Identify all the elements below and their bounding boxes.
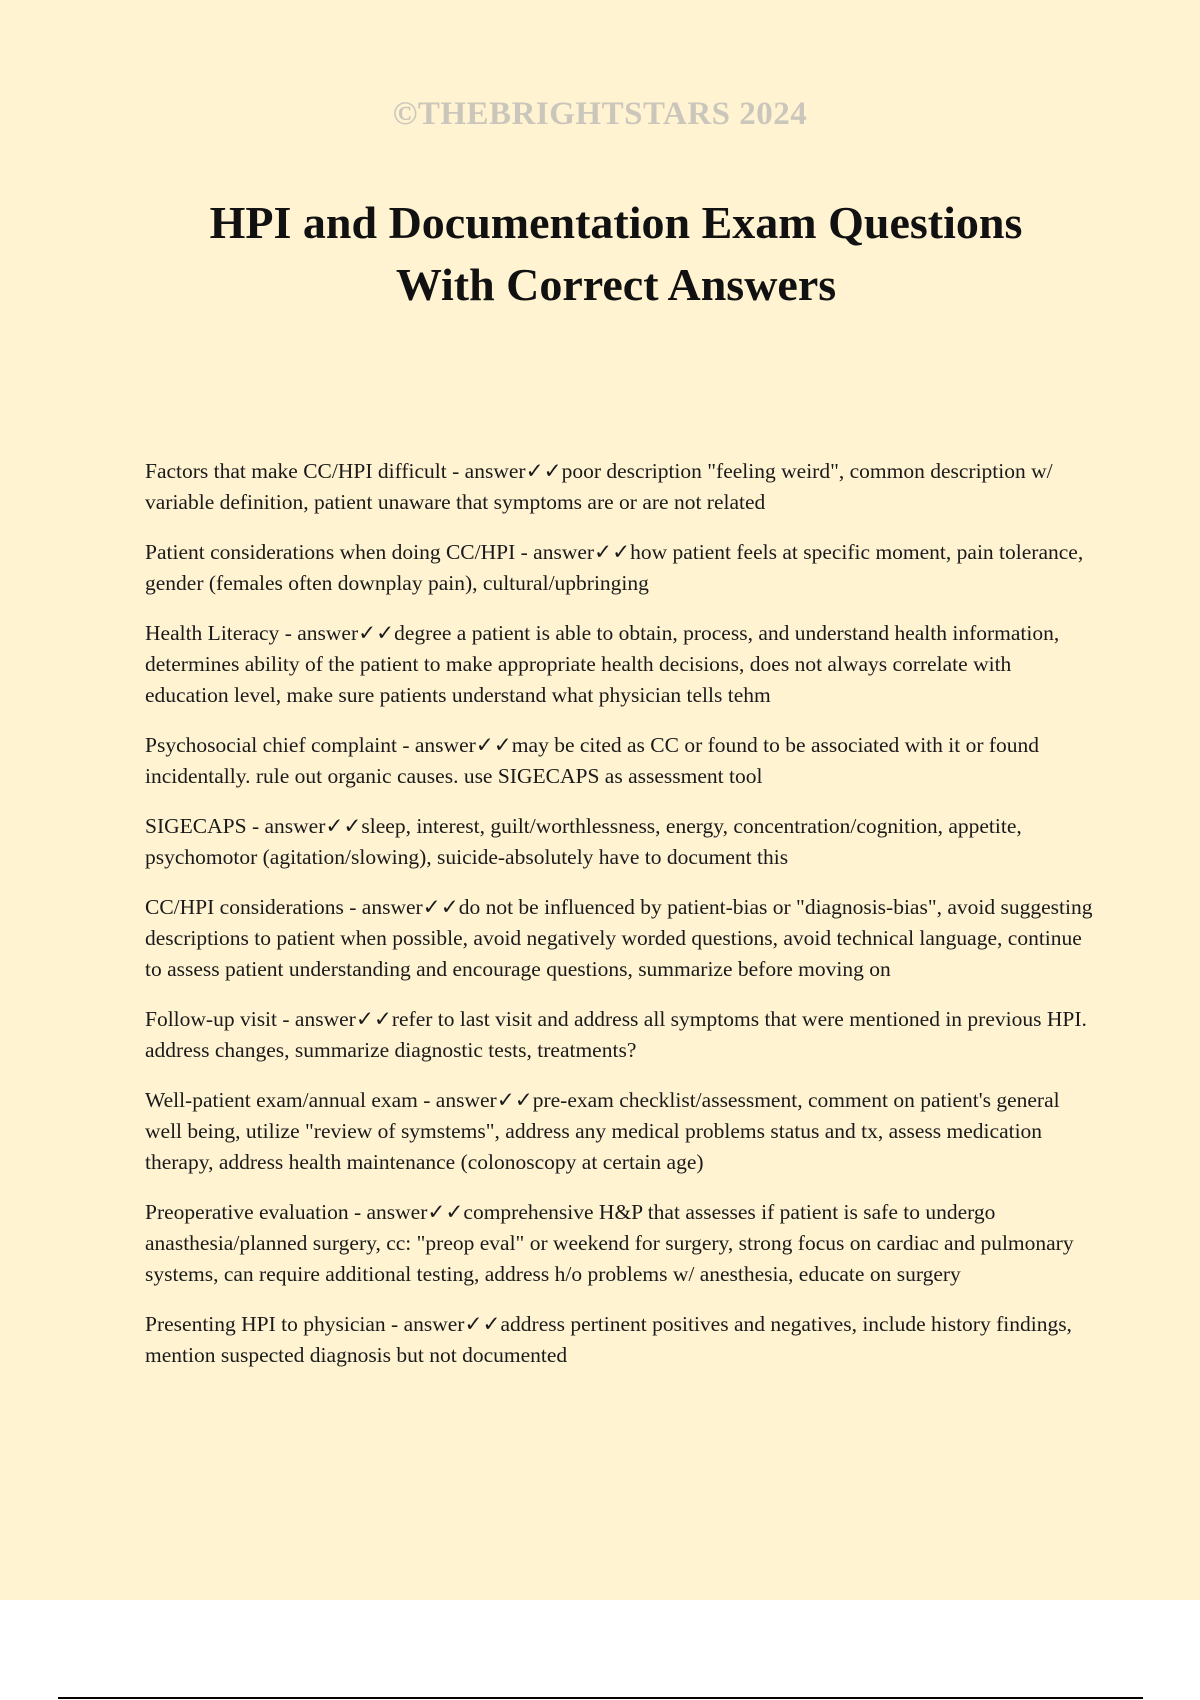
- qa-answer: do not be influenced by patient-bias or "diagnosis-bias", avoid suggesting descriptions to patient when possible, avoid negatively worded questions, avoid technical language, continue to assess patient understanding and encourage questions, summarize before moving on: [145, 895, 1093, 981]
- qa-item: [145, 1197, 1095, 1290]
- qa-item: [145, 892, 1095, 985]
- qa-answer: refer to last visit and address all symptoms that were mentioned in previous HPI. address changes, summarize diagnostic tests, treatments?: [145, 1007, 1087, 1062]
- qa-question: Well-patient exam/annual exam: [145, 1088, 418, 1112]
- qa-separator: - answer✓✓: [279, 621, 395, 645]
- qa-question: Factors that make CC/HPI difficult: [145, 459, 447, 483]
- qa-answer: sleep, interest, guilt/worthlessness, energy, concentration/cognition, appetite, psychomotor (agitation/slowing), suicide-absolutely have to document this: [145, 814, 1022, 869]
- qa-separator: - answer✓✓: [246, 814, 362, 838]
- qa-answer: pre-exam checklist/assessment, comment on patient's general well being, utilize "review of symstems", address any medical problems status and tx, assess medication therapy, address health maintenance (colonoscopy at certain age): [145, 1088, 1060, 1174]
- qa-question: Follow-up visit: [145, 1007, 278, 1031]
- qa-question: Presenting HPI to physician: [145, 1312, 386, 1336]
- qa-item: [145, 1309, 1095, 1371]
- copyright-watermark: ©THEBRIGHTSTARS 2024: [392, 96, 808, 132]
- qa-separator: - answer✓✓: [385, 1312, 501, 1336]
- qa-question: Preoperative evaluation: [145, 1200, 349, 1224]
- title-line-2: With Correct Answers: [395, 259, 837, 310]
- qa-separator: - answer✓✓: [446, 459, 562, 483]
- qa-separator: - answer✓✓: [343, 895, 459, 919]
- qa-question: Psychosocial chief complaint: [145, 733, 397, 757]
- qa-item: [145, 1004, 1095, 1066]
- qa-question: Health Literacy: [145, 621, 280, 645]
- qa-answer: poor description "feeling weird", common description w/ variable definition, patient unaware that symptoms are or are not related: [145, 459, 1053, 514]
- page-title: [80, 192, 1152, 316]
- qa-item: [145, 730, 1095, 792]
- page-divider: [58, 1697, 1143, 1699]
- qa-item: [145, 618, 1095, 711]
- qa-question: CC/HPI considerations: [145, 895, 344, 919]
- qa-answer: may be cited as CC or found to be associated with it or found incidentally. rule out organic causes. use SIGECAPS as assessment tool: [145, 733, 1040, 788]
- qa-item: [145, 456, 1095, 518]
- qa-separator: - answer✓✓: [396, 733, 512, 757]
- title-line-1: HPI and Documentation Exam Questions: [209, 197, 1023, 248]
- qa-answer: comprehensive H&P that assesses if patient is safe to undergo anasthesia/planned surgery, cc: "preop eval" or weekend for surgery, strong focus on cardiac and pulmonary systems, can require additional testing, address h/o problems w/ anesthesia, educate on surgery: [145, 1200, 1074, 1286]
- qa-separator: - answer✓✓: [277, 1007, 392, 1031]
- qa-list: [145, 456, 1095, 1390]
- qa-answer: degree a patient is able to obtain, process, and understand health information, determines ability of the patient to make appropriate health decisions, does not always correlate with education level, make sure patients understand what physician tells tehm: [145, 621, 1060, 707]
- qa-item: [145, 537, 1095, 599]
- qa-separator: - answer✓✓: [417, 1088, 533, 1112]
- qa-item: [145, 811, 1095, 873]
- qa-separator: - answer✓✓: [515, 540, 631, 564]
- qa-answer: address pertinent positives and negatives, include history findings, mention suspected diagnosis but not documented: [145, 1312, 1072, 1367]
- qa-item: [145, 1085, 1095, 1178]
- qa-question: Patient considerations when doing CC/HPI: [145, 540, 516, 564]
- qa-question: SIGECAPS: [145, 814, 247, 838]
- qa-answer: how patient feels at specific moment, pain tolerance, gender (females often downplay pain), cultural/upbringing: [145, 540, 1084, 595]
- qa-separator: - answer✓✓: [348, 1200, 464, 1224]
